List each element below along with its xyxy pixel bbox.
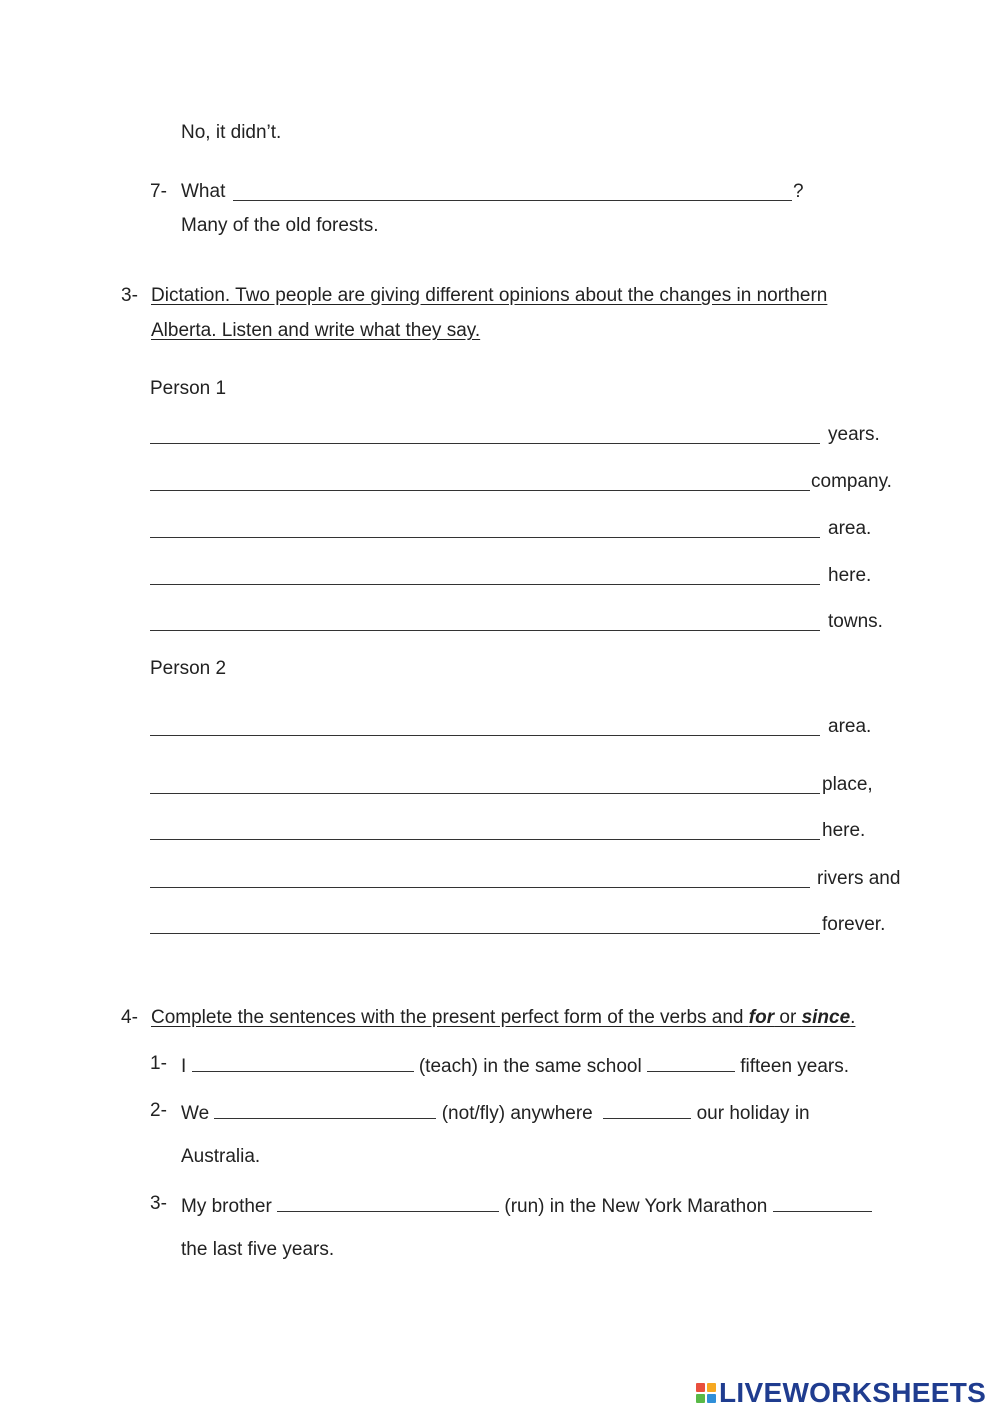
item-2-sentence	[181, 1100, 810, 1125]
question-7-number: 7-	[150, 181, 167, 202]
person-2-line-5-ending: forever.	[822, 914, 886, 935]
person-2-line-4-ending: rivers and	[817, 868, 901, 889]
item-1-subject: I	[181, 1056, 187, 1077]
item-1-for-since-blank[interactable]	[647, 1053, 735, 1072]
item-2-continuation: Australia.	[181, 1146, 261, 1167]
question-7-blank[interactable]	[233, 200, 792, 201]
question-7-prefix: What	[181, 181, 226, 202]
item-3-verb-blank[interactable]	[277, 1193, 499, 1212]
person-2-line-3-blank[interactable]	[150, 839, 820, 840]
item-2-verb-blank[interactable]	[214, 1100, 436, 1119]
instruction-period: .	[850, 1007, 856, 1028]
person-1-line-4-ending: here.	[828, 565, 872, 586]
logo-wordmark-prefix: LIVE	[719, 1377, 783, 1408]
item-1-sentence	[181, 1053, 849, 1078]
section-4-instruction-text: Complete the sentences with the present perfect form of the verbs and	[151, 1007, 749, 1028]
item-1-number: 1-	[150, 1053, 167, 1074]
item-3-subject: My brother	[181, 1196, 272, 1217]
person-1-line-3-blank[interactable]	[150, 537, 820, 538]
person-2-line-2-ending: place,	[822, 774, 873, 795]
question-7-answer: Many of the old forests.	[181, 215, 379, 236]
person-2-line-1-blank[interactable]	[150, 735, 820, 736]
question-7-suffix: ?	[793, 181, 804, 202]
logo-square-green	[696, 1394, 705, 1403]
person-1-line-4-blank[interactable]	[150, 584, 820, 585]
logo-wordmark-suffix: WORKSHEETS	[782, 1377, 987, 1408]
or-connector: or	[774, 1007, 802, 1028]
logo-square-red	[696, 1383, 705, 1392]
person-1-line-5-ending: towns.	[828, 611, 883, 632]
item-3-for-since-blank[interactable]	[773, 1193, 872, 1212]
for-keyword: for	[748, 1007, 775, 1028]
item-2-subject: We	[181, 1103, 210, 1124]
item-2-for-since-blank[interactable]	[603, 1100, 691, 1119]
logo-wordmark	[719, 1377, 986, 1409]
section-3-number: 3-	[121, 285, 138, 306]
since-keyword: since	[801, 1007, 851, 1028]
item-1-verb-hint: (teach) in the same school	[418, 1056, 642, 1077]
section-4-instruction	[151, 1007, 855, 1029]
person-2-line-2-blank[interactable]	[150, 793, 820, 794]
person-1-label: Person 1	[150, 378, 227, 399]
person-2-line-1-ending: area.	[828, 716, 872, 737]
section-3-instruction-line-1: Dictation. Two people are giving different opinions about the changes in northern	[151, 285, 828, 306]
person-2-line-3-ending: here.	[822, 820, 866, 841]
section-3-instruction-line-2: Alberta. Listen and write what they say.	[151, 320, 481, 341]
person-1-line-1-blank[interactable]	[150, 443, 820, 444]
person-1-line-5-blank[interactable]	[150, 630, 820, 631]
item-2-number: 2-	[150, 1100, 167, 1121]
logo-square-orange	[707, 1383, 716, 1392]
person-1-line-1-ending: years.	[828, 424, 880, 445]
item-3-sentence	[181, 1193, 872, 1218]
person-1-line-2-ending: company.	[811, 471, 892, 492]
item-1-verb-blank[interactable]	[192, 1053, 414, 1072]
logo-mark-icon	[696, 1383, 716, 1403]
section-4-number: 4-	[121, 1007, 138, 1028]
person-2-line-5-blank[interactable]	[150, 933, 820, 934]
item-2-tail: our holiday in	[696, 1103, 810, 1124]
answer-6-text: No, it didn’t.	[181, 122, 282, 143]
person-1-line-2-blank[interactable]	[150, 490, 810, 491]
item-2-verb-hint: (not/fly) anywhere	[441, 1103, 593, 1124]
person-1-line-3-ending: area.	[828, 518, 872, 539]
person-2-line-4-blank[interactable]	[150, 887, 810, 888]
item-3-verb-hint: (run) in the New York Marathon	[504, 1196, 768, 1217]
logo-square-blue	[707, 1394, 716, 1403]
item-3-continuation: the last five years.	[181, 1239, 335, 1260]
liveworksheets-logo[interactable]	[696, 1378, 986, 1408]
item-3-number: 3-	[150, 1193, 167, 1214]
person-2-label: Person 2	[150, 658, 227, 679]
item-1-tail: fifteen years.	[740, 1056, 850, 1077]
